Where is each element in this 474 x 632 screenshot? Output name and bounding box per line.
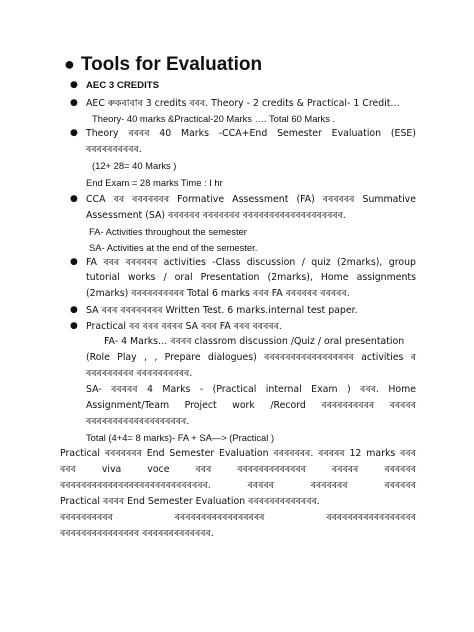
text-line: Theory- 40 marks &Practical-20 Marks …. Total 60 Marks . xyxy=(92,113,336,124)
list-bullet: ● xyxy=(70,98,78,108)
text-line: Assignment/Team Project work /Record ৰৰৰৰৰৰৰৰৰৰ ৰৰৰৰৰ xyxy=(86,400,416,411)
list-bullet: ● xyxy=(70,128,78,138)
list-bullet: ● xyxy=(70,80,78,90)
heading-bullet: ● xyxy=(64,54,75,74)
text-line: Practical ৰৰৰৰ End Semester Evaluation ৰৰৰৰৰৰৰৰৰৰৰৰৰ. xyxy=(60,496,320,507)
text-line: Theory ৰৰৰৰ 40 Marks -CCA+End Semester Evaluation (ESE) xyxy=(86,128,416,139)
text-line: SA ৰৰৰ ৰৰৰৰৰৰৰৰ Written Test. 6 marks.internal test paper. xyxy=(86,305,358,316)
text-line: SA- Activities at the end of the semester. xyxy=(89,242,258,253)
text-line: ৰৰৰ viva voce ৰৰৰ ৰৰৰৰৰৰৰৰৰৰৰৰৰ ৰৰৰৰৰ ৰৰৰৰৰৰ xyxy=(60,464,416,475)
heading-title: Tools for Evaluation xyxy=(80,54,263,75)
text-line: SA- ৰৰৰৰৰ 4 Marks - (Practical internal Exam ) ৰৰৰ. Home xyxy=(86,384,416,395)
list-bullet: ● xyxy=(70,194,78,204)
text-line: ৰৰৰৰৰৰৰৰৰৰ ৰৰৰৰৰৰৰৰৰৰৰৰৰৰৰৰৰ ৰৰৰৰৰৰৰৰৰৰৰৰৰৰৰৰৰ xyxy=(60,512,416,523)
list-bullet: ● xyxy=(70,305,78,315)
text-line: Practical ৰৰৰৰৰৰৰ End Semester Evaluation ৰৰৰৰৰৰৰ. ৰৰৰৰৰ 12 marks ৰৰৰ xyxy=(60,448,416,459)
text-line: ৰৰৰৰৰৰৰৰৰৰ. xyxy=(86,144,142,155)
list-bullet: ● xyxy=(70,257,78,267)
text-line: Practical ৰৰ ৰৰৰ ৰৰৰৰ SA ৰৰৰ FA ৰৰৰ ৰৰৰৰৰ. xyxy=(86,321,282,332)
section-heading xyxy=(64,52,262,77)
text-line: (12+ 28= 40 Marks ) xyxy=(92,160,177,171)
text-line: FA ৰৰৰ ৰৰৰৰৰৰ activities -Class discussion / quiz (2marks), group xyxy=(86,257,416,268)
course-credit-line: AEC 3 CREDITS xyxy=(86,80,160,91)
list-bullet: ● xyxy=(70,321,78,331)
text-line: ৰৰৰৰৰৰৰৰৰৰৰৰৰৰৰ ৰৰৰৰৰৰৰৰৰৰৰৰৰ. xyxy=(60,528,214,539)
text-line: End Exam = 28 marks Time : I hr xyxy=(86,177,223,188)
text-line: Total (4+4= 8 marks)- FA + SA—> (Practical ) xyxy=(86,432,275,443)
text-line: FA- Activities throughout the semester xyxy=(89,226,247,237)
text-line: CCA ৰৰ ৰৰৰৰৰৰৰ Formative Assessment (FA) ৰৰৰৰৰৰ Summative xyxy=(86,194,416,205)
text-line: Assessment (SA) ৰৰৰৰৰৰ ৰৰৰৰৰৰৰ ৰৰৰৰৰৰৰৰৰৰৰৰৰৰৰৰৰৰৰ. xyxy=(86,210,346,221)
text-line: tutorial works / oral Presentation (2marks), Home assignments xyxy=(86,272,416,283)
text-line: ৰৰৰৰৰৰৰৰৰৰৰৰৰৰৰৰৰৰৰ. xyxy=(86,416,190,427)
text-line: FA- 4 Marks… ৰৰৰৰ classrom discussion /Quiz / oral presentation xyxy=(104,336,405,347)
text-line: (2marks) ৰৰৰৰৰৰৰৰৰৰ Total 6 marks ৰৰৰ FA ৰৰৰৰৰৰ ৰৰৰৰৰ. xyxy=(86,288,350,299)
text-line: ৰৰৰৰৰৰৰৰৰ ৰৰৰৰৰৰৰৰৰৰ. xyxy=(86,368,193,379)
text-line: (Role Play , , Prepare dialogues) ৰৰৰৰৰৰৰৰৰৰৰৰৰৰৰৰৰ activities ৰ xyxy=(86,352,416,363)
text-line: AEC ৰুকৰাৰাৰ 3 credits ৰৰৰ. Theory - 2 credits & Practical- 1 Credit... xyxy=(86,98,400,109)
text-line: ৰৰৰৰৰৰৰৰৰৰৰৰৰৰৰৰৰৰৰৰৰৰৰৰৰৰৰৰ. ৰৰৰৰৰ ৰৰৰৰৰৰৰ ৰৰৰৰৰৰ xyxy=(60,480,416,491)
